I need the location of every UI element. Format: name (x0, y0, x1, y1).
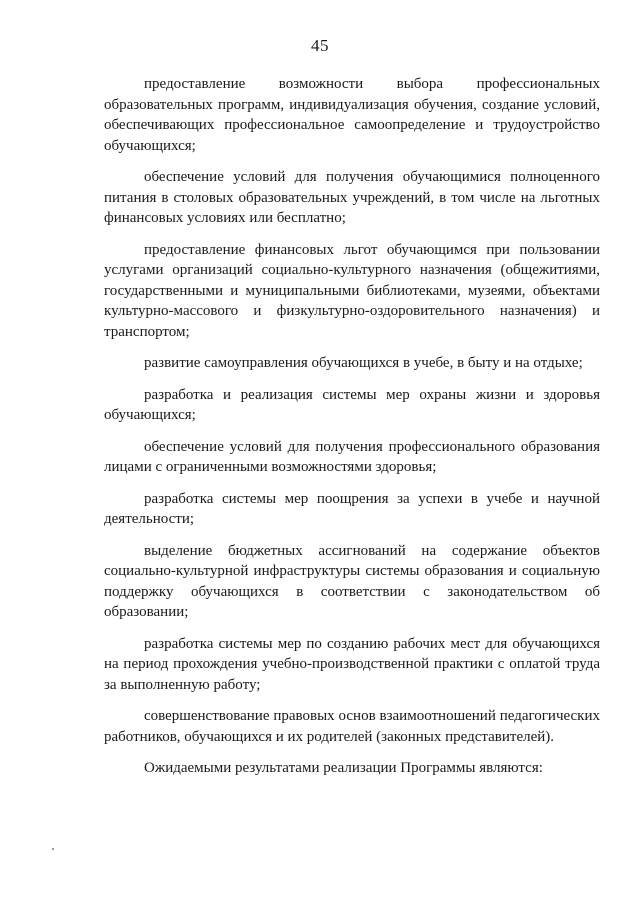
paragraph-financial-benefits: предоставление финансовых льгот обучающимся при пользовании услугами организаций социально-культурного назначения (общежитиями, государственными и муниципальными библиотеками, музеями, объектами культурно-массового и физкультурно-оздоровительного назначения) и транспортом; (104, 241, 600, 340)
page-number: 45 (311, 36, 329, 55)
paragraph-nutrition: обеспечение условий для получения обучающимися полноценного питания в столовых образовательных учреждений, в том числе на льготных финансовых условиях или бесплатно; (104, 169, 600, 226)
paragraph-disabilities-education: обеспечение условий для получения профессионального образования лицами с ограниченными возможностями здоровья; (104, 438, 600, 475)
paragraph-budget-allocations: выделение бюджетных ассигнований на содержание объектов социально-культурной инфраструктуры системы образования и социальную поддержку обучающихся в соответствии с законодательством об образовании; (104, 542, 600, 620)
paragraph-legal-framework: совершенствование правовых основ взаимоотношений педагогических работников, обучающихся и их родителей (законных представителей). (104, 708, 600, 745)
paragraph-expected-results: Ожидаемыми результатами реализации Программы являются: (144, 760, 543, 776)
paragraph-workplaces: разработка системы мер по созданию рабочих мест для обучающихся на период прохождения учебно-производственной практики с оплатой труда за выполненную работу; (104, 635, 600, 693)
page-body (104, 74, 600, 779)
paragraph-health-protection: разработка и реализация системы мер охраны жизни и здоровья обучающихся; (104, 386, 600, 423)
paragraph-self-government: развитие самоуправления обучающихся в учебе, в быту и на отдыхе; (144, 355, 583, 371)
scan-speck (52, 848, 54, 850)
paragraph-incentives: разработка системы мер поощрения за успехи в учебе и научной деятельности; (104, 490, 600, 527)
paragraph-choice-of-programs: предоставление возможности выбора профессиональных образовательных программ, индивидуализация обучения, создание условий, обеспечивающих профессиональное самоопределение и трудоустройство обучающихся; (104, 76, 600, 154)
